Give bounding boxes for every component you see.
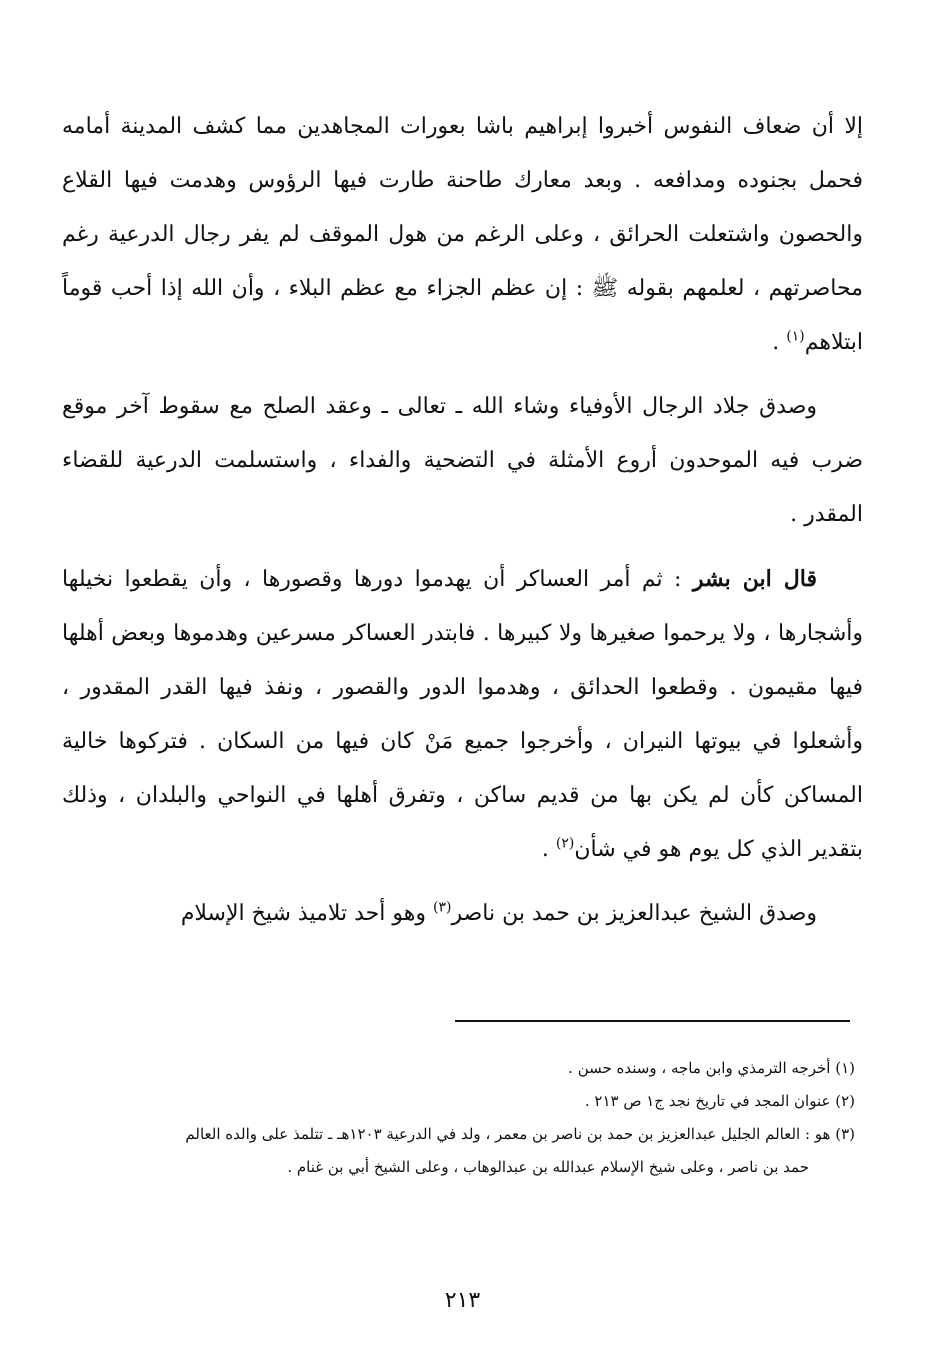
paragraph-4-text-after: وهو أحد تلاميذ شيخ الإسلام (180, 901, 433, 926)
footnote-ref-2: (٢) (555, 835, 575, 852)
page-number: ٢١٣ (444, 1288, 481, 1313)
paragraph-1-tail: . (772, 330, 787, 355)
paragraph-3-text: : ثم أمر العساكر أن يهدموا دورها وقصورها ، وأن يقطعوا نخيلها وأشجارها ، ولا يرحموا صغيرها ولا كبيرها . فابتدر العساكر مسرعين وهدموها وبعض أهلها فيها مقيمون . وقطعوا الحدائق ، وهدموا الدور والقصور ، ونفذ فيها القدر المقدور ، وأشعلوا في بيوتها النيران ، وأخرجوا جميع مَنْ كان فيها من السكان . فتركوها خالية المساكن كأن لم يكن بها من قديم ساكن ، وتفرق أهلها في النواحي والبلدان ، وذلك بتقدير الذي كل يوم هو في شأن (62, 567, 863, 862)
paragraph-3-lead: قال ابن بشر (692, 566, 817, 592)
paragraph-3-tail: . (541, 837, 556, 862)
paragraph-1 (62, 100, 863, 370)
footnote-2: (٢) عنوان المجد في تاريخ نجد ج١ ص ٢١٣ . (584, 1092, 855, 1110)
main-text (62, 100, 863, 951)
footnote-ref-3: (٣) (432, 899, 452, 916)
paragraph-2 (62, 380, 863, 542)
paragraph-4 (62, 887, 863, 941)
paragraph-4-text-before: وصدق الشيخ عبدالعزيز بن حمد بن ناصر (451, 901, 817, 926)
footnote-separator (455, 1020, 850, 1022)
footnote-3-line-2: حمد بن ناصر ، وعلى شيخ الإسلام عبدالله بن عبدالوهاب ، وعلى الشيخ أبي بن غنام . (287, 1158, 809, 1176)
footnotes (62, 1052, 855, 1184)
footnote-3-line-1: (٣) هو : العالم الجليل عبدالعزيز بن حمد بن ناصر بن معمر ، ولد في الدرعية ١٢٠٣هـ ـ تتلمذ على والده العالم (185, 1125, 855, 1143)
footnote-1: (١) أخرجه الترمذي وابن ماجه ، وسنده حسن . (568, 1059, 855, 1077)
paragraph-2-text: وصدق جلاد الرجال الأوفياء وشاء الله ـ تعالى ـ وعقد الصلح مع سقوط آخر موقع ضرب فيه الموحدون أروع الأمثلة في التضحية والفداء ، واستسلمت الدرعية للقضاء المقدر . (62, 394, 863, 527)
footnote-ref-1: (١) (786, 328, 805, 345)
paragraph-3 (62, 552, 863, 877)
paragraph-1-text: إلا أن ضعاف النفوس أخبروا إبراهيم باشا بعورات المجاهدين مما كشف المدينة أمامه فحمل بجنوده ومدافعه . وبعد معارك طاحنة طارت فيها الرؤوس وهدمت فيها القلاع والحصون واشتعلت الحرائق ، وعلى الرغم من هول الموقف لم يفر رجال الدرعية رغم محاصرتهم ، لعلمهم بقوله ﷺ : إن عظم الجزاء مع عظم البلاء ، وأن الله إذا أحب قوماً ابتلاهم (62, 114, 864, 355)
